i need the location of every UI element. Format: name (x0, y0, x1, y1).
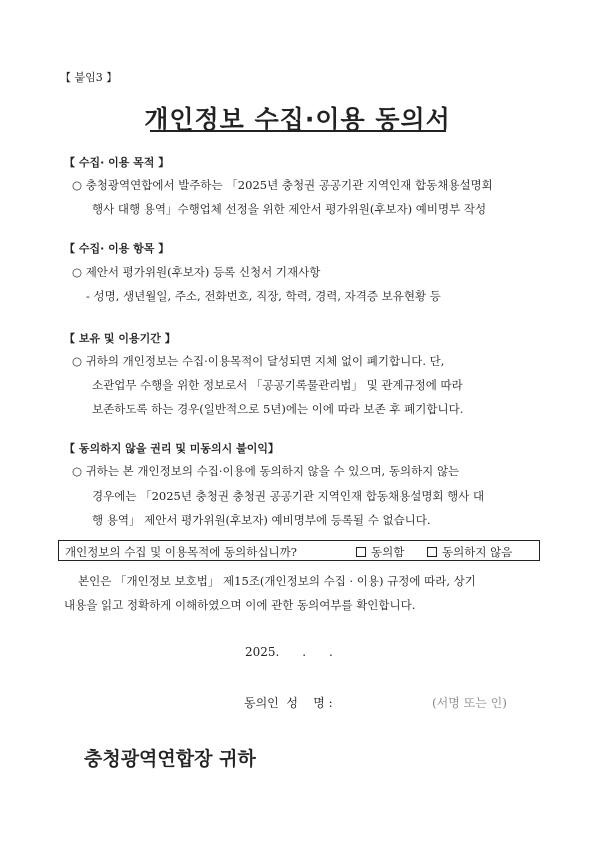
statement-line-1: 본인은 「개인정보 보호법」 제15조(개인정보의 수집 · 이용) 규정에 따라, 상기 (78, 574, 476, 588)
page-title: 개인정보 수집·이용 동의서 (144, 105, 451, 134)
section-heading-refusal-rights: 【 동의하지 않을 권리 및 미동의시 불이익】 (64, 442, 279, 455)
agree-label: 동의함 (371, 545, 405, 559)
disagree-option[interactable] (427, 544, 512, 560)
items-line-1: ○ 제안서 평가위원(후보자) 등록 신청서 기재사항 (72, 265, 321, 279)
purpose-line-2: 행사 대행 용역」수행업체 선정을 위한 제안서 평가위원(후보자) 예비명부 작성 (92, 202, 487, 216)
section-heading-purpose: 【 수집· 이용 목적 】 (64, 156, 170, 169)
retention-line-3: 보존하도록 하는 경우(일반적으로 5년)에는 이에 따라 보존 후 폐기합니다. (92, 402, 464, 416)
consent-question: 개인정보의 수집 및 이용목적에 동의하십니까? (65, 545, 297, 559)
addressee: 충청광역연합장 귀하 (84, 748, 256, 770)
title-underline (150, 130, 446, 132)
agree-checkbox[interactable] (356, 547, 366, 557)
retention-line-2: 소관업무 수행을 위한 정보로서 「공공기록물관리법」 및 관계규정에 따라 (92, 378, 463, 392)
agree-option[interactable] (356, 544, 404, 560)
signature-hint: (서명 또는 인) (432, 696, 507, 710)
attachment-label: 【 붙임3 】 (60, 71, 118, 84)
consent-box (58, 540, 540, 561)
statement-line-2: 내용을 읽고 정확하게 이해하였으며 이에 관한 동의여부를 확인합니다. (64, 598, 416, 612)
signer-name-label: 동의인 성 명 : (244, 696, 333, 710)
section-heading-items: 【 수집· 이용 항목 】 (64, 242, 170, 255)
disagree-checkbox[interactable] (427, 547, 437, 557)
purpose-line-1: ○ 충청광역연합에서 발주하는 「2025년 충청권 공공기관 지역인재 합동채용설명회 (72, 178, 493, 192)
disagree-label: 동의하지 않음 (442, 545, 513, 559)
date-line: 2025. . . (245, 645, 333, 659)
refusal-line-1: ○ 귀하는 본 개인정보의 수집·이용에 동의하지 않을 수 있으며, 동의하지 않는 (72, 464, 460, 478)
section-heading-retention: 【 보유 및 이용기간 】 (64, 332, 176, 345)
refusal-line-2: 경우에는 「2025년 충청권 충청권 공공기관 지역인재 합동채용설명회 행사 대 (92, 489, 485, 503)
retention-line-1: ○ 귀하의 개인정보는 수집·이용목적이 달성되면 지체 없이 폐기합니다. 단, (72, 354, 445, 368)
refusal-line-3: 행 용역」 제안서 평가위원(후보자) 예비명부에 등록될 수 없습니다. (92, 513, 431, 527)
items-line-2: - 성명, 생년월일, 주소, 전화번호, 직장, 학력, 경력, 자격증 보유현황 등 (86, 289, 441, 303)
